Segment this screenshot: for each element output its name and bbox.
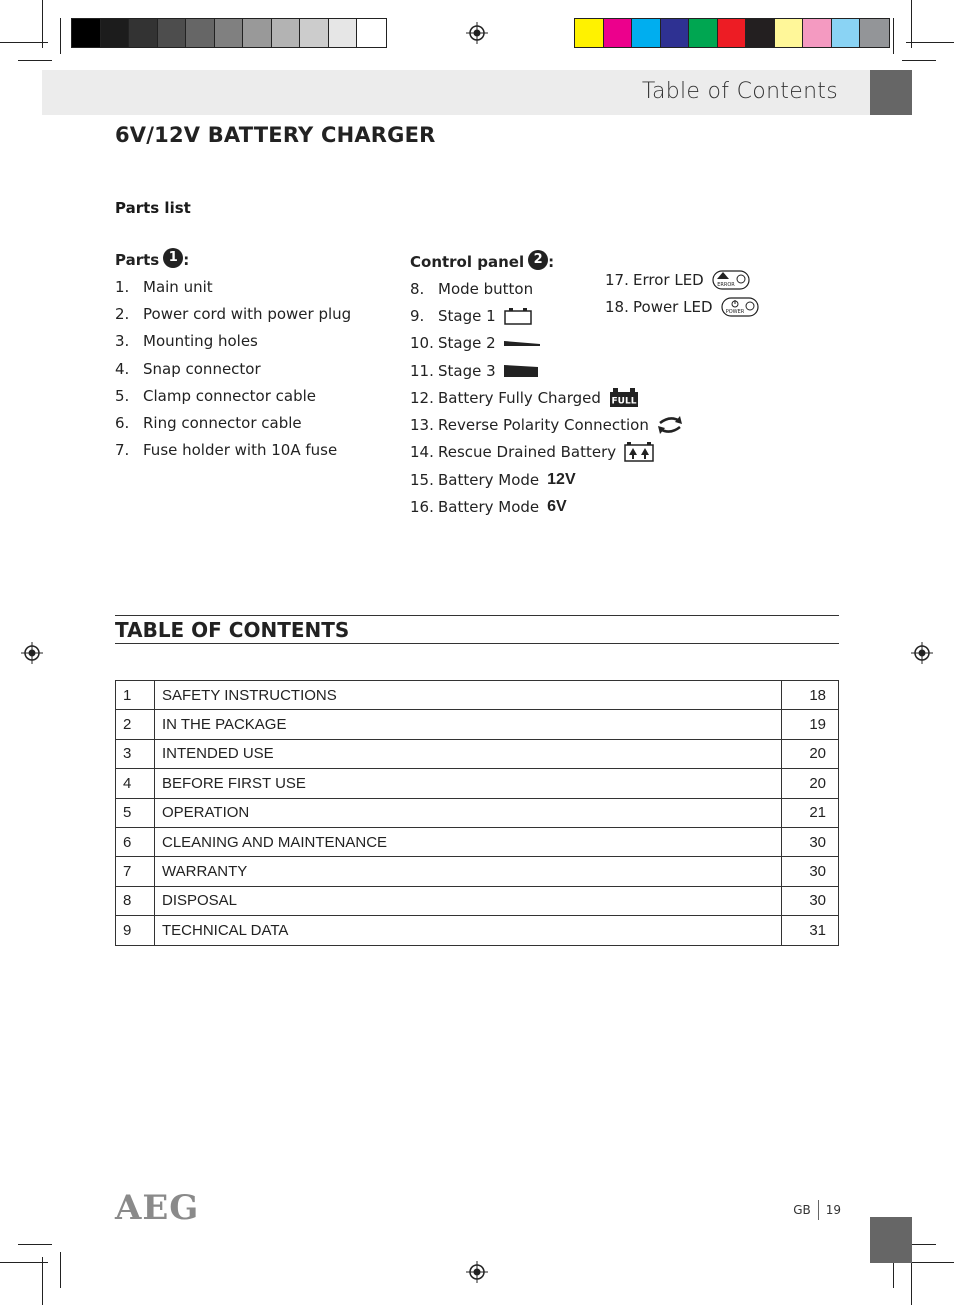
color-swatch bbox=[832, 19, 861, 47]
stage3-icon bbox=[504, 364, 538, 378]
item-label: Battery Fully Charged bbox=[438, 388, 601, 407]
color-swatch bbox=[186, 19, 215, 47]
item-label: Power LED bbox=[633, 297, 713, 316]
toc-row[interactable] bbox=[116, 916, 839, 945]
item-label: Stage 1 bbox=[438, 306, 496, 325]
toc-page-number: 30 bbox=[782, 827, 839, 856]
document-title: 6V/12V BATTERY CHARGER bbox=[115, 123, 436, 147]
toc-page-number: 18 bbox=[782, 681, 839, 710]
parts-column bbox=[115, 246, 351, 464]
battery-mode-label: 12V bbox=[547, 470, 576, 488]
item-label: Stage 2 bbox=[438, 334, 496, 353]
color-swatch bbox=[158, 19, 187, 47]
control-panel-heading: Control panel 2 : bbox=[410, 248, 683, 275]
color-swatch bbox=[632, 19, 661, 47]
item-label: Battery Mode bbox=[438, 498, 540, 517]
item-number: 12. bbox=[410, 388, 434, 407]
item-label: Error LED bbox=[633, 270, 704, 289]
color-swatch bbox=[272, 19, 301, 47]
toc-rule-bottom bbox=[115, 643, 839, 644]
registration-mark-icon bbox=[911, 642, 933, 664]
crop-mark bbox=[893, 18, 894, 54]
toc-page-number: 30 bbox=[782, 857, 839, 886]
toc-row[interactable] bbox=[116, 827, 839, 856]
figure-badge: 1 bbox=[163, 248, 183, 268]
toc-section-number: 2 bbox=[116, 710, 155, 739]
crop-mark bbox=[60, 18, 61, 54]
toc-section-number: 6 bbox=[116, 827, 155, 856]
toc-row[interactable] bbox=[116, 769, 839, 798]
toc-page-number: 21 bbox=[782, 798, 839, 827]
led-list bbox=[605, 266, 759, 321]
list-item bbox=[410, 466, 683, 493]
toc-rule-top bbox=[115, 615, 839, 616]
toc-page-number: 19 bbox=[782, 710, 839, 739]
registration-mark-icon bbox=[466, 22, 488, 44]
toc-section-number: 9 bbox=[116, 916, 155, 945]
color-swatch bbox=[661, 19, 690, 47]
list-item bbox=[115, 328, 351, 355]
list-item bbox=[115, 382, 351, 409]
item-number: 1. bbox=[115, 277, 130, 296]
toc-section-title[interactable]: OPERATION bbox=[155, 798, 782, 827]
list-item bbox=[115, 273, 351, 300]
list-item bbox=[605, 266, 759, 293]
color-swatch bbox=[243, 19, 272, 47]
toc-section-title[interactable]: TECHNICAL DATA bbox=[155, 916, 782, 945]
crop-mark bbox=[42, 1257, 43, 1305]
footer-page-tab bbox=[870, 1217, 912, 1263]
color-calibration-bar bbox=[574, 18, 890, 48]
item-label: Fuse holder with 10A fuse bbox=[143, 441, 338, 460]
crop-mark bbox=[0, 1262, 48, 1263]
list-item bbox=[410, 384, 683, 411]
list-item bbox=[115, 300, 351, 327]
figure-badge: 2 bbox=[528, 250, 548, 270]
item-number: 2. bbox=[115, 304, 130, 323]
item-number: 9. bbox=[410, 306, 425, 325]
registration-mark-icon bbox=[466, 1261, 488, 1283]
color-swatch bbox=[775, 19, 804, 47]
toc-page-number: 31 bbox=[782, 916, 839, 945]
list-item bbox=[115, 437, 351, 464]
toc-section-number: 1 bbox=[116, 681, 155, 710]
item-label: Mode button bbox=[438, 279, 534, 298]
list-item bbox=[410, 330, 683, 357]
toc-heading: TABLE OF CONTENTS bbox=[115, 618, 350, 642]
toc-section-title[interactable]: BEFORE FIRST USE bbox=[155, 769, 782, 798]
crop-mark bbox=[911, 0, 912, 48]
list-item bbox=[605, 293, 759, 320]
item-number: 17. bbox=[605, 270, 629, 289]
toc-section-number: 7 bbox=[116, 857, 155, 886]
toc-section-title[interactable]: CLEANING AND MAINTENANCE bbox=[155, 827, 782, 856]
toc-row[interactable] bbox=[116, 798, 839, 827]
stage1-icon bbox=[504, 307, 532, 325]
color-swatch bbox=[215, 19, 244, 47]
item-number: 7. bbox=[115, 441, 130, 460]
crop-mark bbox=[18, 1244, 52, 1245]
header-title: Table of Contents bbox=[641, 79, 838, 104]
color-swatch bbox=[329, 19, 358, 47]
color-swatch bbox=[72, 19, 101, 47]
color-swatch bbox=[718, 19, 747, 47]
footer-meta bbox=[793, 1200, 841, 1220]
item-number: 18. bbox=[605, 297, 629, 316]
svg-text:ERROR: ERROR bbox=[716, 281, 735, 288]
stage2-icon bbox=[504, 338, 540, 348]
toc-section-number: 3 bbox=[116, 739, 155, 768]
brand-logo: AEG bbox=[115, 1188, 200, 1228]
item-label: Mounting holes bbox=[143, 332, 258, 351]
toc-table bbox=[115, 680, 839, 946]
item-label: Clamp connector cable bbox=[143, 386, 316, 405]
parts-list-heading: Parts list bbox=[115, 199, 191, 217]
toc-section-title[interactable]: INTENDED USE bbox=[155, 739, 782, 768]
item-number: 3. bbox=[115, 332, 130, 351]
toc-page-number: 20 bbox=[782, 739, 839, 768]
toc-section-title[interactable]: SAFETY INSTRUCTIONS bbox=[155, 681, 782, 710]
item-label: Main unit bbox=[143, 277, 213, 296]
parts-heading: Parts 1 : bbox=[115, 246, 351, 273]
color-swatch bbox=[300, 19, 329, 47]
color-swatch bbox=[746, 19, 775, 47]
list-item bbox=[410, 439, 683, 466]
crop-mark bbox=[906, 42, 954, 43]
color-swatch bbox=[689, 19, 718, 47]
item-number: 5. bbox=[115, 386, 130, 405]
item-number: 10. bbox=[410, 334, 434, 353]
crop-mark bbox=[911, 1257, 912, 1305]
toc-section-title[interactable]: IN THE PACKAGE bbox=[155, 710, 782, 739]
toc-section-number: 5 bbox=[116, 798, 155, 827]
toc-section-title[interactable]: WARRANTY bbox=[155, 857, 782, 886]
language-code: GB bbox=[793, 1203, 811, 1217]
reverse-arrows-icon bbox=[657, 414, 683, 436]
color-swatch bbox=[860, 19, 889, 47]
crop-mark bbox=[902, 60, 936, 61]
footer-separator bbox=[818, 1200, 819, 1220]
crop-mark bbox=[906, 1262, 954, 1263]
error-led-icon bbox=[712, 269, 750, 291]
color-swatch bbox=[129, 19, 158, 47]
parts-list bbox=[115, 273, 351, 464]
registration-mark-icon bbox=[21, 642, 43, 664]
svg-text:FULL: FULL bbox=[611, 396, 637, 407]
toc-row[interactable] bbox=[116, 886, 839, 915]
power-led-icon bbox=[721, 296, 759, 318]
toc-section-number: 8 bbox=[116, 886, 155, 915]
svg-text:POWER: POWER bbox=[725, 308, 744, 315]
crop-mark bbox=[0, 42, 48, 43]
item-number: 15. bbox=[410, 470, 434, 489]
item-number: 4. bbox=[115, 359, 130, 378]
item-number: 14. bbox=[410, 443, 434, 462]
toc-section-number: 4 bbox=[116, 769, 155, 798]
color-swatch bbox=[101, 19, 130, 47]
toc-row[interactable] bbox=[116, 710, 839, 739]
battery-full-icon bbox=[609, 388, 639, 408]
item-number: 8. bbox=[410, 279, 425, 298]
list-item bbox=[115, 355, 351, 382]
item-number: 11. bbox=[410, 361, 434, 380]
item-label: Snap connector bbox=[143, 359, 261, 378]
crop-mark bbox=[60, 1252, 61, 1288]
toc-page-number: 30 bbox=[782, 886, 839, 915]
page-number: 19 bbox=[825, 1203, 841, 1217]
item-label: Reverse Polarity Connection bbox=[438, 416, 649, 435]
item-label: Rescue Drained Battery bbox=[438, 443, 617, 462]
color-swatch bbox=[357, 19, 386, 47]
color-swatch bbox=[604, 19, 633, 47]
toc-row[interactable] bbox=[116, 739, 839, 768]
item-number: 6. bbox=[115, 414, 130, 433]
color-swatch bbox=[803, 19, 832, 47]
list-item bbox=[410, 357, 683, 384]
toc-page-number: 20 bbox=[782, 769, 839, 798]
battery-mode-label: 6V bbox=[547, 498, 567, 516]
rescue-battery-icon bbox=[624, 442, 654, 462]
item-number: 13. bbox=[410, 416, 434, 435]
color-swatch bbox=[575, 19, 604, 47]
led-column bbox=[605, 266, 759, 321]
item-label: Power cord with power plug bbox=[143, 304, 352, 323]
item-label: Stage 3 bbox=[438, 361, 496, 380]
toc-row[interactable] bbox=[116, 681, 839, 710]
item-number: 16. bbox=[410, 498, 434, 517]
header-page-tab bbox=[870, 70, 912, 115]
crop-mark bbox=[18, 60, 52, 61]
item-label: Battery Mode bbox=[438, 470, 540, 489]
list-item bbox=[410, 493, 683, 520]
grey-calibration-bar bbox=[71, 18, 387, 48]
toc-row[interactable] bbox=[116, 857, 839, 886]
item-label: Ring connector cable bbox=[143, 414, 302, 433]
toc-section-title[interactable]: DISPOSAL bbox=[155, 886, 782, 915]
list-item bbox=[410, 411, 683, 438]
crop-mark bbox=[42, 0, 43, 48]
list-item bbox=[115, 409, 351, 436]
